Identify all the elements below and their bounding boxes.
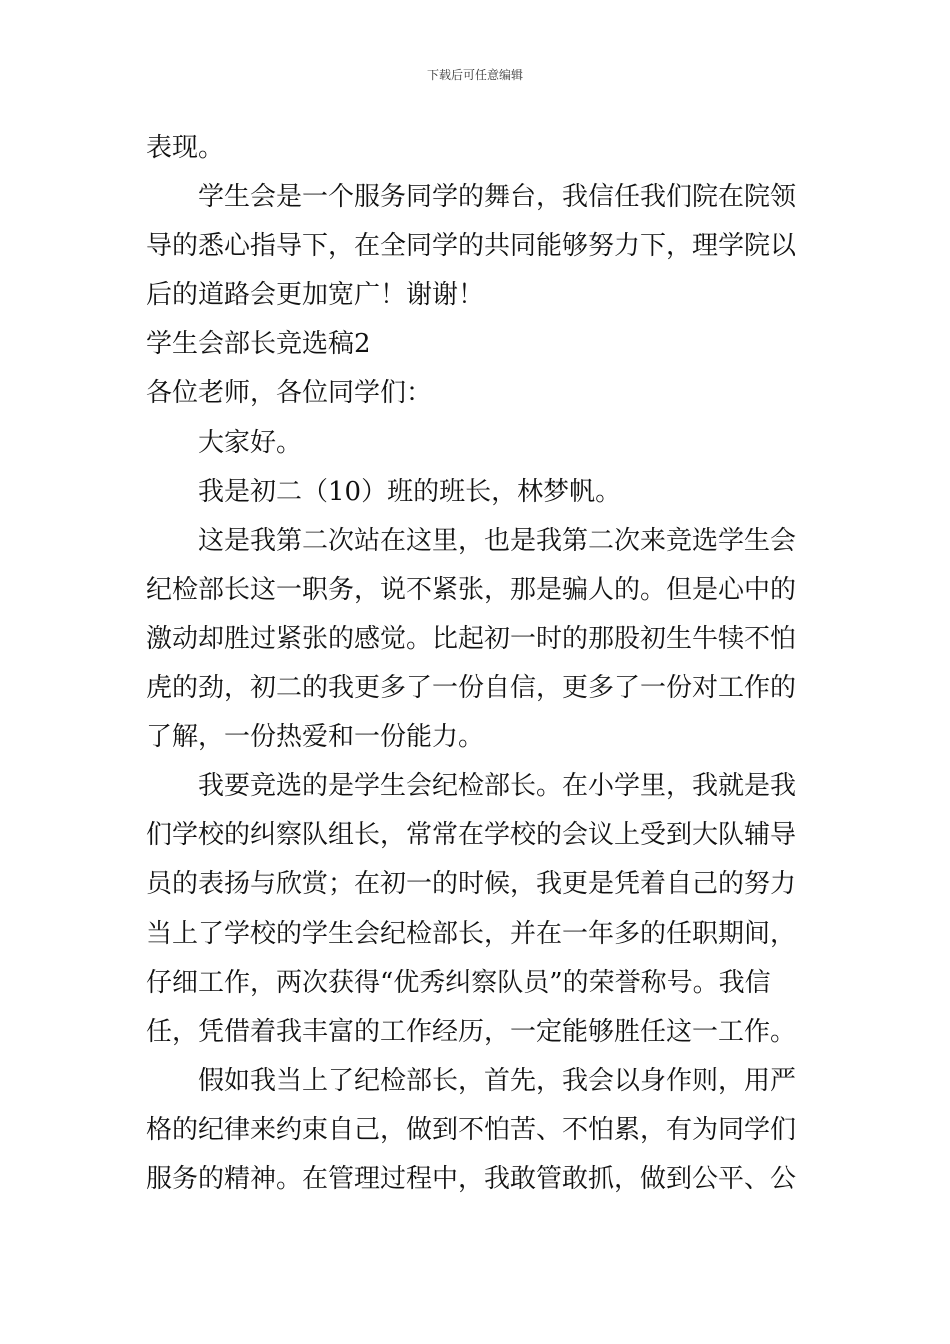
text-line: 任，凭借着我丰富的工作经历，一定能够胜任这一工作。 (146, 1016, 797, 1047)
text-line: 纪检部长这一职务，说不紧张，那是骗人的。但是心中的 (146, 574, 797, 605)
text-line: 假如我当上了纪检部长，首先，我会以身作则，用严 (198, 1065, 797, 1096)
text-line: 表现。 (146, 133, 225, 163)
text-line: 各位老师，各位同学们： (146, 378, 433, 409)
text-line: 后的道路会更加宽广！谢谢！ (146, 280, 485, 311)
text-line: 大家好。 (198, 427, 303, 458)
document-body (146, 124, 810, 1204)
text-line: 格的纪律来约束自己，做到不怕苦、不怕累，有为同学们 (146, 1114, 797, 1145)
text-line: 们学校的纠察队组长，常常在学校的会议上受到大队辅导 (146, 820, 797, 851)
text-line: 我要竞选的是学生会纪检部长。在小学里，我就是我 (198, 771, 797, 802)
text-line: 学生会是一个服务同学的舞台，我信任我们院在院领 (198, 182, 797, 213)
text-line: 学生会部长竞选稿2 (146, 329, 371, 360)
text-line: 员的表扬与欣赏；在初一的时候，我更是凭着自己的努力 (146, 869, 797, 900)
text-line: 我是初二（10）班的班长，林梦帆。 (198, 476, 622, 507)
page-header: 下载后可任意编辑 (426, 68, 523, 82)
text-line: 仔细工作，两次获得“优秀纠察队员”的荣誉称号。我信 (146, 967, 771, 998)
text-line: 了解，一份热爱和一份能力。 (146, 722, 485, 753)
text-line: 虎的劲，初二的我更多了一份自信，更多了一份对工作的 (146, 673, 797, 704)
text-line: 这是我第二次站在这里，也是我第二次来竞选学生会 (198, 525, 797, 556)
text-line: 导的悉心指导下，在全同学的共同能够努力下，理学院以 (146, 231, 797, 262)
text-line: 激动却胜过紧张的感觉。比起初一时的那股初生牛犊不怕 (146, 623, 797, 654)
text-line: 服务的精神。在管理过程中，我敢管敢抓，做到公平、公 (146, 1163, 797, 1194)
text-line: 当上了学校的学生会纪检部长，并在一年多的任职期间， (146, 918, 797, 949)
